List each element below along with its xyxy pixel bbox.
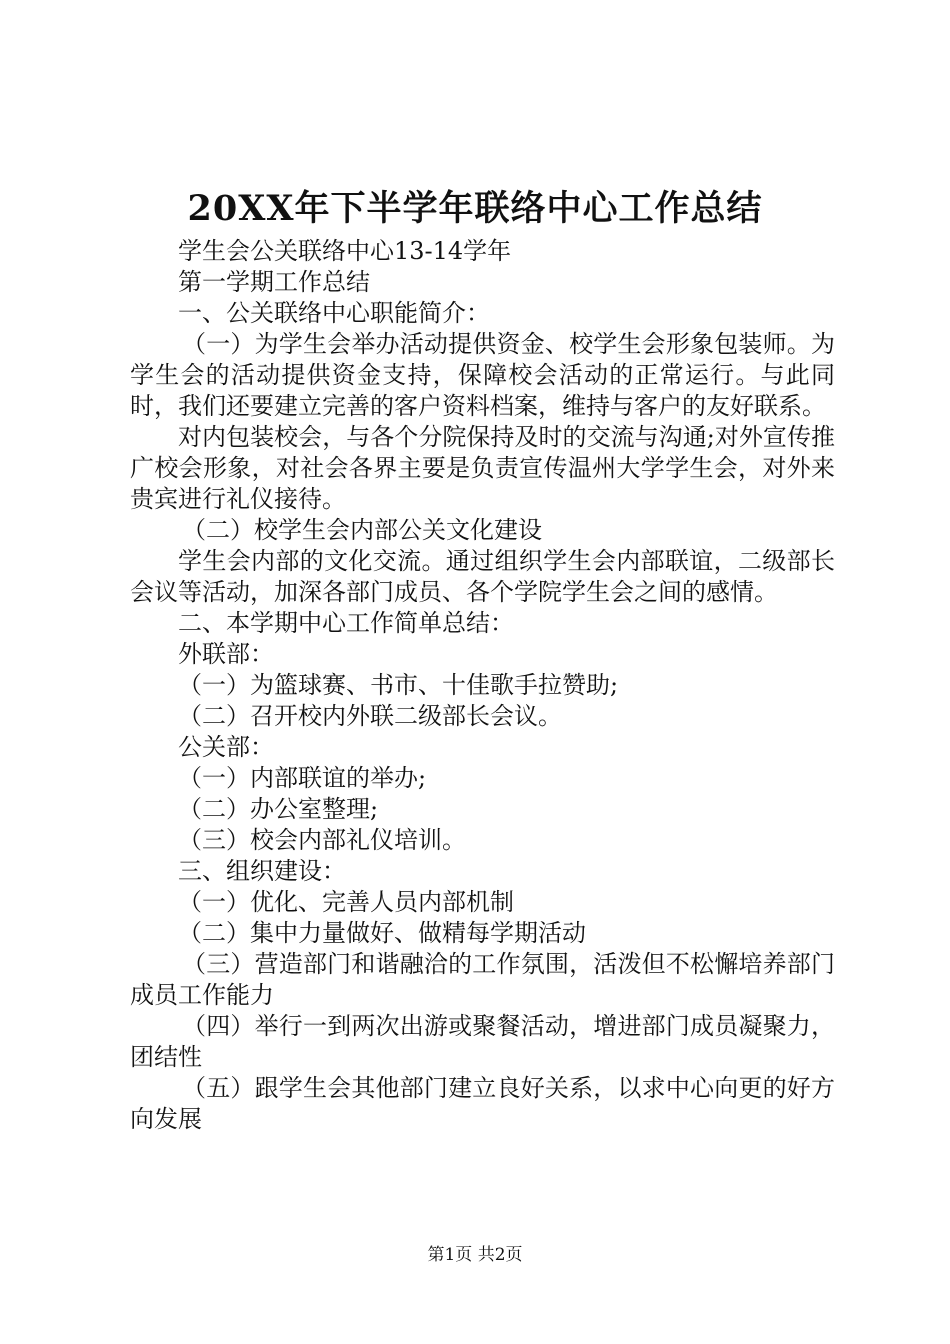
list-item: （一）优化、完善人员内部机制 — [178, 888, 514, 916]
document-body — [130, 236, 835, 1135]
paragraph: 学生会内部的文化交流。通过组织学生会内部联谊，二级部长会议等活动，加深各部门成员、各个学院学生会之间的感情。 — [130, 547, 835, 606]
page-footer: 第1页 共2页 — [427, 1245, 523, 1265]
paragraph: 外联部： — [178, 640, 274, 668]
paragraph: 对内包装校会，与各个分院保持及时的交流与沟通;对外宣传推广校会形象，对社会各界主要是负责宣传温州大学学生会，对外来贵宾进行礼仪接待。 — [130, 423, 835, 513]
list-item: （四）举行一到两次出游或聚餐活动，增进部门成员凝聚力，团结性 — [130, 1012, 835, 1071]
list-item: （二）集中力量做好、做精每学期活动 — [178, 919, 586, 947]
paragraph: 公关部： — [178, 733, 274, 761]
list-item: （二）办公室整理; — [178, 795, 379, 823]
section-heading: 二、本学期中心工作简单总结： — [178, 609, 514, 637]
section-heading: 一、公关联络中心职能简介： — [178, 299, 490, 327]
list-item: （三）校会内部礼仪培训。 — [178, 826, 466, 854]
list-item: （一）内部联谊的举办; — [178, 764, 427, 792]
paragraph: 第一学期工作总结 — [178, 268, 370, 296]
list-item: （二）召开校内外联二级部长会议。 — [178, 702, 562, 730]
list-item: （三）营造部门和谐融洽的工作氛围，活泼但不松懈培养部门成员工作能力 — [130, 950, 835, 1009]
list-item: （五）跟学生会其他部门建立良好关系，以求中心向更的好方向发展 — [130, 1074, 835, 1133]
paragraph: （二）校学生会内部公关文化建设 — [182, 516, 542, 544]
list-item: （一）为篮球赛、书市、十佳歌手拉赞助; — [178, 671, 619, 699]
paragraph: （一）为学生会举办活动提供资金、校学生会形象包装师。为学生会的活动提供资金支持，保障校会活动的正常运行。与此同时，我们还要建立完善的客户资料档案，维持与客户的友好联系。 — [130, 330, 835, 420]
paragraph: 学生会公关联络中心13-14学年 — [178, 237, 512, 265]
document-title: 20XX年下半学年联络中心工作总结 — [187, 188, 763, 229]
section-heading: 三、组织建设： — [178, 857, 346, 885]
